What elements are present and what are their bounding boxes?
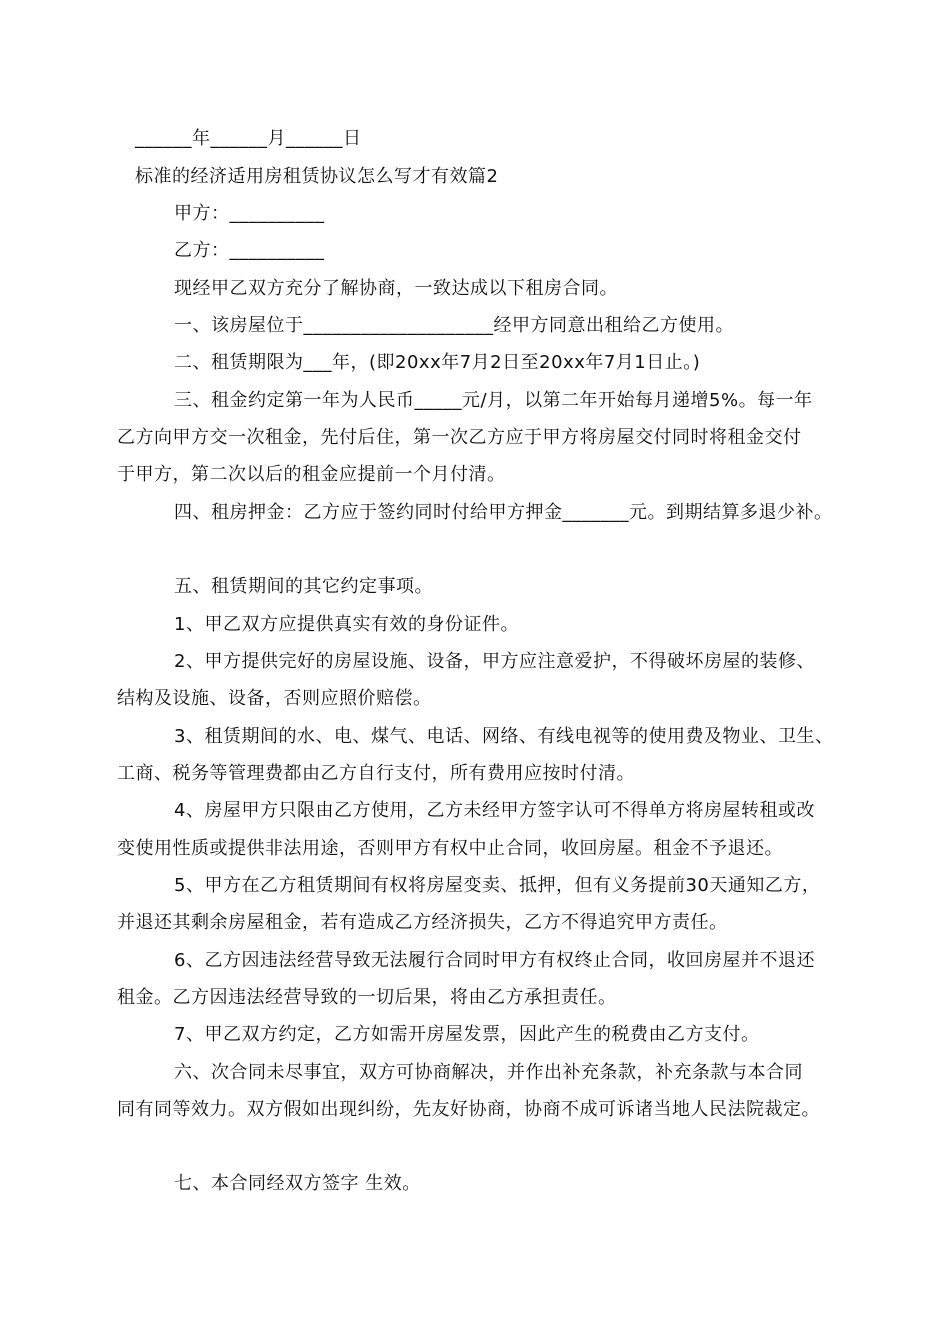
item-3-line-1: 3、租赁期间的水、电、煤气、电话、网络、有线电视等的使用费及物业、卫生、 [174, 726, 834, 747]
item-5-line-2: 并退还其剩余房屋租金，若有造成乙方经济损失，乙方不得追究甲方责任。 [117, 912, 728, 933]
party-b-line: 乙方：__________ [174, 240, 325, 261]
item-2-line-1: 2、甲方提供完好的房屋设施、设备，甲方应注意爱护，不得破坏房屋的装修、 [174, 651, 815, 672]
item-4-line-1: 4、房屋甲方只限由乙方使用，乙方未经甲方签字认可不得单方将房屋转租或改 [174, 800, 815, 821]
clause-4: 四、租房押金：乙方应于签约同时付给甲方押金_______元。到期结算多退少补。 [174, 502, 833, 523]
item-4-line-2: 变使用性质或提供非法用途，否则甲方有权中止合同，收回房屋。租金不予退还。 [117, 838, 783, 859]
item-5-line-1: 5、甲方在乙方租赁期间有权将房屋变卖、抵押，但有义务提前30天通知乙方， [174, 875, 821, 896]
clause-1: 一、该房屋位于____________________经甲方同意出租给乙方使用。 [174, 315, 734, 336]
date-line: ______年______月______日 [135, 128, 362, 149]
clause-7: 七、本合同经双方签字 生效。 [174, 1173, 421, 1194]
item-1: 1、甲乙双方应提供真实有效的身份证件。 [174, 614, 519, 635]
item-6-line-1: 6、乙方因违法经营导致无法履行合同时甲方有权终止合同，收回房屋并不退还 [174, 950, 815, 971]
clause-6-line-1: 六、次合同未尽事宜，双方可协商解决，并作出补充条款，补充条款与本合同 [174, 1062, 803, 1083]
clause-5-heading: 五、租赁期间的其它约定事项。 [174, 576, 433, 597]
clause-3-line-1: 三、租金约定第一年为人民币_____元/月，以第二年开始每月递增5%。每一年 [174, 390, 813, 411]
item-3-line-2: 工商、税务等管理费都由乙方自行支付，所有费用应按时付清。 [117, 763, 635, 784]
intro-paragraph: 现经甲乙双方充分了解协商，一致达成以下租房合同。 [174, 278, 618, 299]
clause-3-line-2: 乙方向甲方交一次租金，先付后住，第一次乙方应于甲方将房屋交付同时将租金交付 [117, 427, 802, 448]
clause-2: 二、租赁期限为___年，(即20xx年7月2日至20xx年7月1日止。) [174, 352, 701, 373]
item-7: 7、甲乙双方约定，乙方如需开房屋发票，因此产生的税费由乙方支付。 [174, 1024, 760, 1045]
item-2-line-2: 结构及设施、设备，否则应照价赔偿。 [117, 688, 432, 709]
party-a-line: 甲方：__________ [174, 203, 325, 224]
section-title: 标准的经济适用房租赁协议怎么写才有效篇2 [135, 166, 499, 187]
clause-6-line-2: 同有同等效力。双方假如出现纠纷，先友好协商，协商不成可诉诸当地人民法院裁定。 [117, 1099, 820, 1120]
clause-3-line-3: 于甲方，第二次以后的租金应提前一个月付清。 [117, 464, 506, 485]
item-6-line-2: 租金。乙方因违法经营导致的一切后果，将由乙方承担责任。 [117, 987, 617, 1008]
